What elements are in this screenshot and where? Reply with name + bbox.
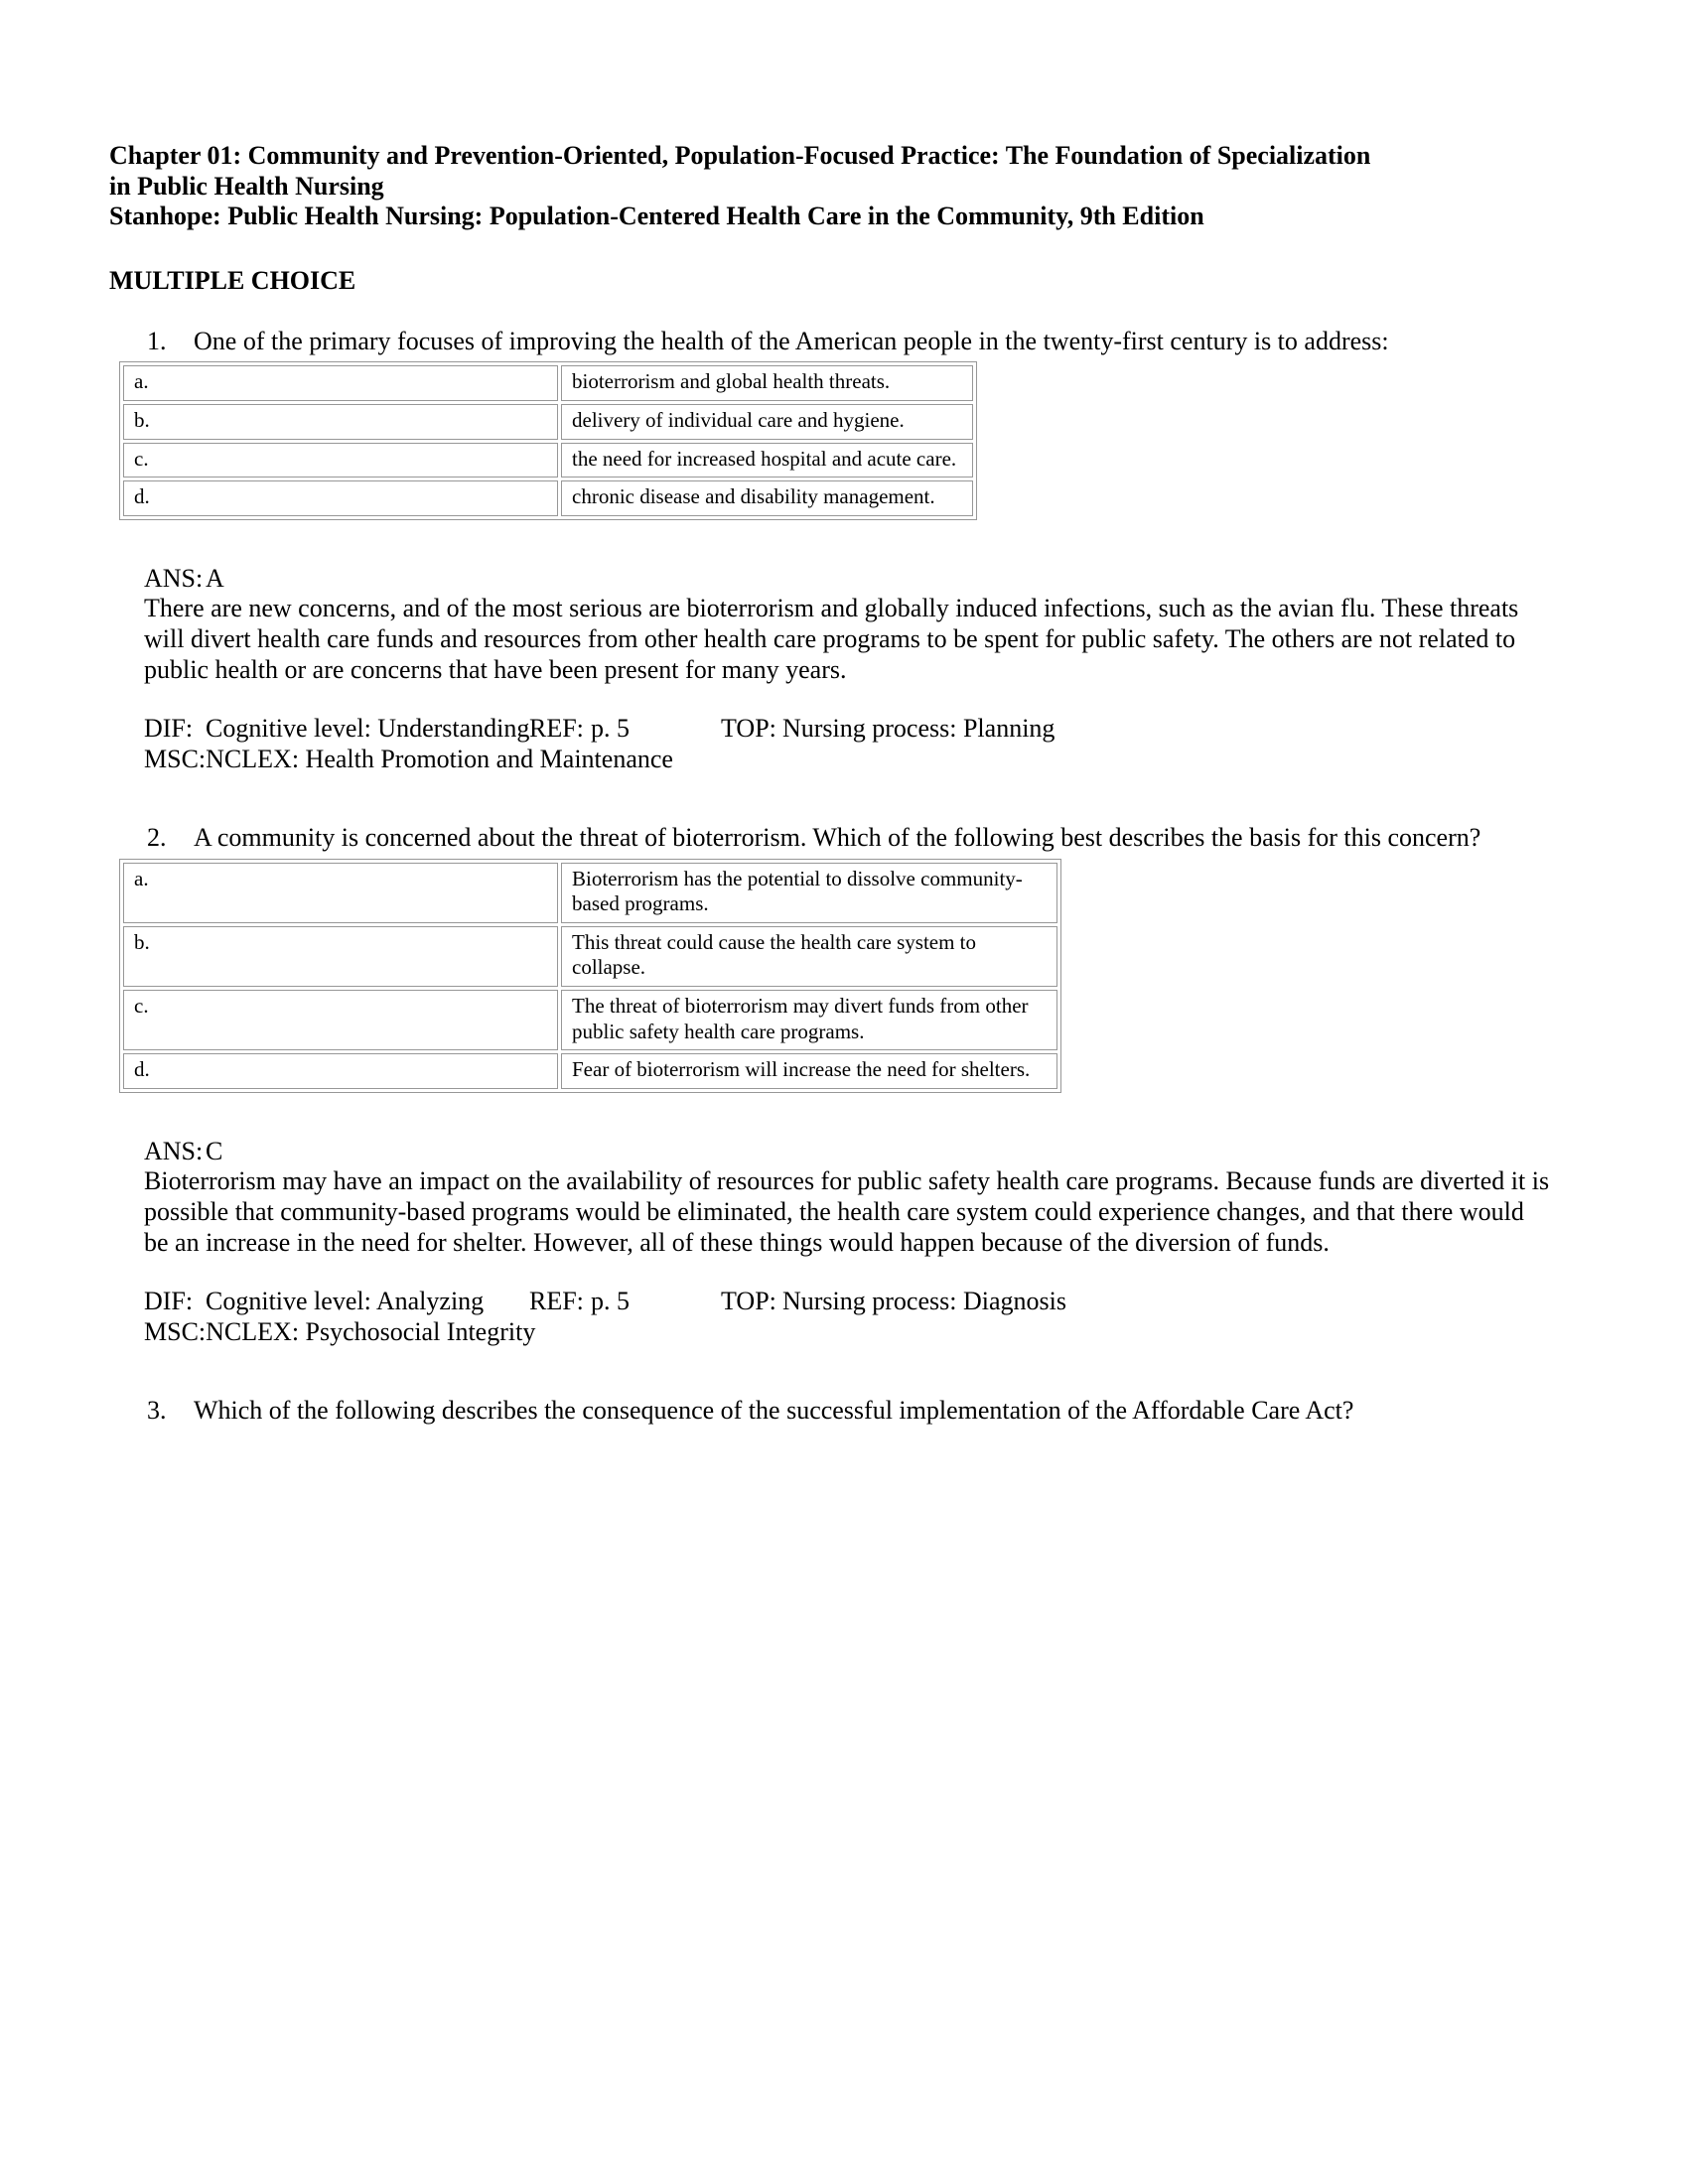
option-letter: b.: [123, 926, 558, 987]
option-text: Fear of bioterrorism will increase the need for shelters.: [561, 1053, 1057, 1089]
answer-feedback: Bioterrorism may have an impact on the availability of resources for public safety health care programs. Because funds are diverted it is possible that community-based programs would be eliminated, the health care system could experience changes, and that there would be an increase in the need for shelter. However, all of these things would happen because of the diversion of funds.: [144, 1166, 1550, 1257]
msc-label: MSC:: [144, 1317, 207, 1347]
option-letter: d.: [123, 1053, 558, 1089]
top-label: TOP:: [721, 1287, 776, 1316]
question-3-number: 3.: [147, 1395, 167, 1425]
dif-pair: [144, 1287, 529, 1317]
option-letter: c.: [123, 443, 558, 478]
answer-line: [144, 1137, 1554, 1167]
ref-value: p. 5: [591, 1287, 630, 1316]
option-letter: b.: [123, 404, 558, 440]
question-3-stem-row: [147, 1396, 1579, 1427]
question-2-options-table: [119, 859, 1061, 1093]
option-row: [123, 480, 973, 516]
option-row: [123, 404, 973, 440]
answer-line: [144, 564, 1554, 595]
option-text: The threat of bioterrorism may divert funds from other public safety health care programs.: [561, 990, 1057, 1050]
top-label: TOP:: [721, 714, 776, 744]
option-letter: c.: [123, 990, 558, 1050]
ref-pair: [529, 714, 721, 745]
dif-value: Cognitive level: Understanding: [206, 714, 530, 744]
option-letter: d.: [123, 480, 558, 516]
question-2-answer-block: [144, 1137, 1554, 1348]
option-text: chronic disease and disability management.: [561, 480, 973, 516]
question-3-stem: Which of the following describes the consequence of the successful implementation of the Affordable Care Act?: [194, 1395, 1354, 1425]
book-title: Stanhope: Public Health Nursing: Population-Centered Health Care in the Community, 9th Edition: [109, 202, 1204, 231]
option-row: [123, 1053, 1057, 1089]
answer-feedback: There are new concerns, and of the most serious are bioterrorism and globally induced infections, such as the avian flu. These threats will divert health care funds and resources from other health care programs to be spent for public safety. The others are not related to public health or are concerns that have been present for many years.: [144, 594, 1519, 684]
top-pair: [721, 1287, 1066, 1317]
dif-label: DIF:: [144, 1287, 194, 1316]
option-text: This threat could cause the health care system to collapse.: [561, 926, 1057, 987]
question-2-meta-row: [144, 1287, 1554, 1317]
question-1: [109, 327, 1579, 775]
question-1-stem-row: [147, 327, 1579, 357]
msc-value: NCLEX: Health Promotion and Maintenance: [206, 745, 673, 774]
option-row: [123, 365, 973, 401]
ref-pair: [529, 1287, 721, 1317]
option-row: [123, 863, 1057, 923]
option-letter: a.: [123, 365, 558, 401]
chapter-title: Chapter 01: Community and Prevention-Oriented, Population-Focused Practice: The Foundation of Specialization in Public Health Nursing: [109, 141, 1371, 201]
question-1-stem: One of the primary focuses of improving the health of the American people in the twenty-first century is to address:: [194, 326, 1389, 355]
ref-label: REF:: [529, 1287, 584, 1316]
option-row: [123, 443, 973, 478]
section-heading: MULTIPLE CHOICE: [109, 266, 356, 296]
ref-value: p. 5: [591, 714, 630, 744]
option-row: [123, 990, 1057, 1050]
dif-value: Cognitive level: Analyzing: [206, 1287, 485, 1316]
option-letter: a.: [123, 863, 558, 923]
question-2-number: 2.: [147, 822, 167, 852]
dif-label: DIF:: [144, 714, 194, 744]
question-1-meta-row: [144, 714, 1554, 745]
question-1-msc-row: [144, 745, 1554, 775]
option-text: delivery of individual care and hygiene.: [561, 404, 973, 440]
top-value: Nursing process: Planning: [782, 714, 1055, 744]
option-text: bioterrorism and global health threats.: [561, 365, 973, 401]
dif-pair: [144, 714, 529, 745]
option-row: [123, 926, 1057, 987]
question-2-msc-row: [144, 1317, 1554, 1348]
ref-label: REF:: [529, 714, 584, 744]
answer-label: ANS:: [144, 563, 204, 593]
option-text: Bioterrorism has the potential to dissolve community-based programs.: [561, 863, 1057, 923]
msc-value: NCLEX: Psychosocial Integrity: [206, 1317, 536, 1347]
question-1-answer-block: [144, 564, 1554, 775]
question-2-stem: A community is concerned about the threat of bioterrorism. Which of the following best describes the basis for this concern?: [194, 822, 1481, 852]
answer-value: C: [206, 1136, 223, 1165]
msc-label: MSC:: [144, 745, 207, 774]
question-1-number: 1.: [147, 326, 167, 355]
question-3: [109, 1396, 1579, 1427]
option-text: the need for increased hospital and acute care.: [561, 443, 973, 478]
question-1-options-table: [119, 361, 977, 519]
top-pair: [721, 714, 1055, 745]
answer-label: ANS:: [144, 1136, 204, 1165]
top-value: Nursing process: Diagnosis: [782, 1287, 1066, 1316]
document-header: [109, 141, 1385, 232]
question-2-stem-row: [147, 823, 1579, 854]
answer-value: A: [206, 563, 224, 593]
question-2: [109, 823, 1579, 1348]
